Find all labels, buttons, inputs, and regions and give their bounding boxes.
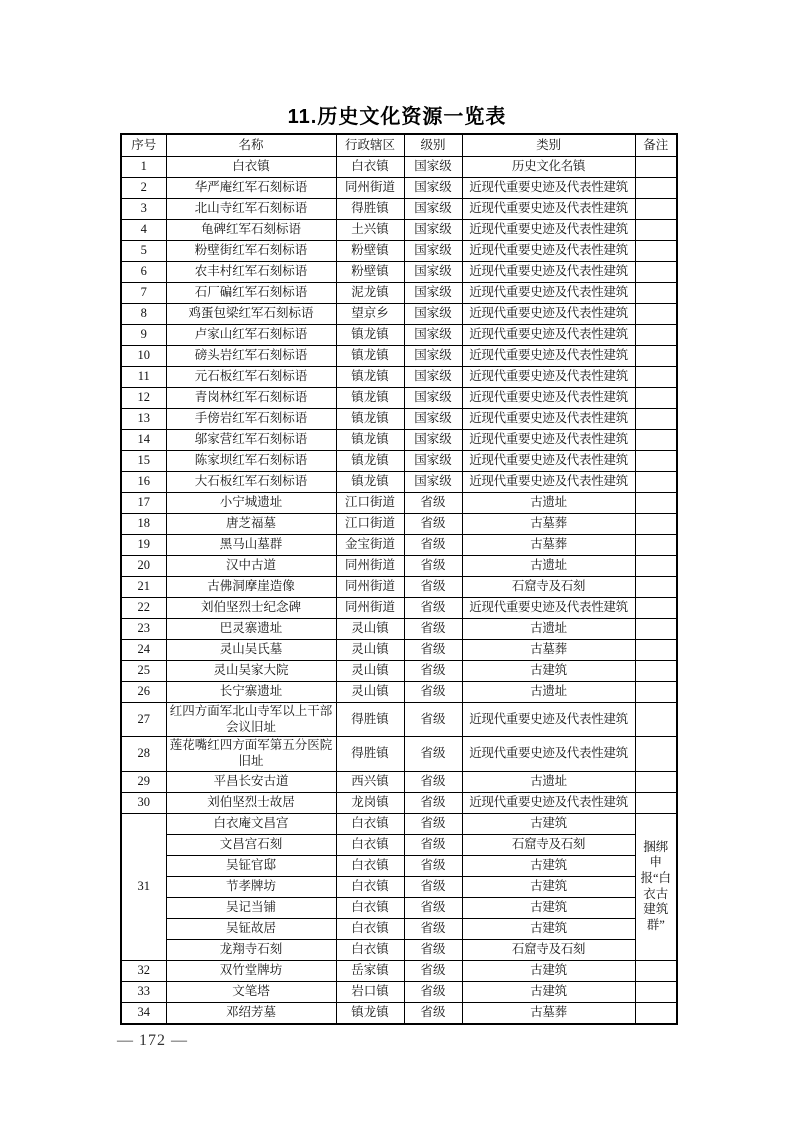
district-cell: 灵山镇 — [336, 682, 404, 703]
category-cell: 近现代重要史迹及代表性建筑 — [462, 703, 635, 737]
remark-cell — [635, 304, 677, 325]
category-cell: 古墓葬 — [462, 640, 635, 661]
district-cell: 灵山镇 — [336, 640, 404, 661]
name-cell: 青岗林红军石刻标语 — [166, 388, 336, 409]
category-cell: 近现代重要史迹及代表性建筑 — [462, 199, 635, 220]
level-cell: 国家级 — [404, 472, 462, 493]
category-cell: 近现代重要史迹及代表性建筑 — [462, 178, 635, 199]
name-cell: 黑马山墓群 — [166, 535, 336, 556]
level-cell: 省级 — [404, 577, 462, 598]
name-cell: 大石板红军石刻标语 — [166, 472, 336, 493]
remark-cell — [635, 262, 677, 283]
table-row — [121, 262, 677, 283]
category-cell: 近现代重要史迹及代表性建筑 — [462, 472, 635, 493]
level-cell: 省级 — [404, 514, 462, 535]
table-row — [121, 409, 677, 430]
level-cell: 省级 — [404, 619, 462, 640]
level-cell: 国家级 — [404, 430, 462, 451]
category-cell: 古遗址 — [462, 619, 635, 640]
category-cell: 近现代重要史迹及代表性建筑 — [462, 451, 635, 472]
category-cell: 古建筑 — [462, 918, 635, 939]
level-cell: 省级 — [404, 535, 462, 556]
district-cell: 粉壁镇 — [336, 241, 404, 262]
district-cell: 粉壁镇 — [336, 262, 404, 283]
remark-cell — [635, 157, 677, 178]
name-cell: 汉中古道 — [166, 556, 336, 577]
category-cell: 近现代重要史迹及代表性建筑 — [462, 325, 635, 346]
remark-cell — [635, 514, 677, 535]
table-row — [121, 661, 677, 682]
district-cell: 江口街道 — [336, 493, 404, 514]
remark-cell — [635, 771, 677, 792]
name-cell: 鸡蛋包梁红军石刻标语 — [166, 304, 336, 325]
name-cell: 刘伯坚烈士故居 — [166, 792, 336, 813]
level-cell: 国家级 — [404, 325, 462, 346]
table-row — [121, 876, 677, 897]
header-cell-no: 序号 — [121, 134, 166, 157]
name-cell: 长宁寨遗址 — [166, 682, 336, 703]
category-cell: 近现代重要史迹及代表性建筑 — [462, 304, 635, 325]
remark-cell — [635, 577, 677, 598]
category-cell: 古建筑 — [462, 897, 635, 918]
district-cell: 得胜镇 — [336, 703, 404, 737]
category-cell: 近现代重要史迹及代表性建筑 — [462, 283, 635, 304]
category-cell: 石窟寺及石刻 — [462, 577, 635, 598]
name-cell: 平昌长安古道 — [166, 771, 336, 792]
category-cell: 古建筑 — [462, 661, 635, 682]
name-cell: 双竹堂牌坊 — [166, 960, 336, 981]
category-cell: 近现代重要史迹及代表性建筑 — [462, 241, 635, 262]
level-cell: 省级 — [404, 897, 462, 918]
row-number-cell: 28 — [121, 737, 166, 771]
level-cell: 国家级 — [404, 157, 462, 178]
category-cell: 古遗址 — [462, 682, 635, 703]
header-cell-category: 类别 — [462, 134, 635, 157]
remark-cell — [635, 737, 677, 771]
name-cell: 吴钲故居 — [166, 918, 336, 939]
row-number-cell: 7 — [121, 283, 166, 304]
table-row — [121, 241, 677, 262]
remark-cell — [635, 346, 677, 367]
table-row — [121, 283, 677, 304]
remark-cell — [635, 981, 677, 1002]
remark-cell — [635, 703, 677, 737]
category-cell: 古墓葬 — [462, 514, 635, 535]
name-cell: 巴灵寨遗址 — [166, 619, 336, 640]
row-number-cell: 1 — [121, 157, 166, 178]
row-number-cell: 18 — [121, 514, 166, 535]
name-cell: 吴记当铺 — [166, 897, 336, 918]
remark-cell — [635, 556, 677, 577]
category-cell: 近现代重要史迹及代表性建筑 — [462, 792, 635, 813]
row-number-cell: 17 — [121, 493, 166, 514]
header-cell-name: 名称 — [166, 134, 336, 157]
name-cell: 节孝牌坊 — [166, 876, 336, 897]
table-row — [121, 682, 677, 703]
level-cell: 省级 — [404, 1002, 462, 1024]
district-cell: 江口街道 — [336, 514, 404, 535]
remark-cell — [635, 640, 677, 661]
district-cell: 土兴镇 — [336, 220, 404, 241]
name-cell: 华严庵红军石刻标语 — [166, 178, 336, 199]
district-cell: 白衣镇 — [336, 939, 404, 960]
district-cell: 白衣镇 — [336, 813, 404, 834]
district-cell: 白衣镇 — [336, 876, 404, 897]
row-number-cell: 20 — [121, 556, 166, 577]
name-cell: 磅头岩红军石刻标语 — [166, 346, 336, 367]
district-cell: 同州街道 — [336, 556, 404, 577]
table-row — [121, 771, 677, 792]
table-row — [121, 472, 677, 493]
remark-cell — [635, 493, 677, 514]
table-row — [121, 304, 677, 325]
name-cell: 红四方面军北山寺军以上干部会议旧址 — [166, 703, 336, 737]
level-cell: 省级 — [404, 960, 462, 981]
level-cell: 省级 — [404, 598, 462, 619]
row-number-cell: 6 — [121, 262, 166, 283]
row-number-cell: 23 — [121, 619, 166, 640]
district-cell: 镇龙镇 — [336, 346, 404, 367]
district-cell: 同州街道 — [336, 598, 404, 619]
category-cell: 古遗址 — [462, 556, 635, 577]
name-cell: 吴钲官邸 — [166, 855, 336, 876]
remark-cell — [635, 178, 677, 199]
resource-table — [120, 133, 678, 1025]
name-cell: 邓绍芳墓 — [166, 1002, 336, 1024]
remark-cell — [635, 220, 677, 241]
district-cell: 得胜镇 — [336, 199, 404, 220]
name-cell: 莲花嘴红四方面军第五分医院旧址 — [166, 737, 336, 771]
name-cell: 文昌宫石刻 — [166, 834, 336, 855]
table-row — [121, 939, 677, 960]
district-cell: 同州街道 — [336, 577, 404, 598]
district-cell: 岩口镇 — [336, 981, 404, 1002]
remark-cell — [635, 199, 677, 220]
remark-cell — [635, 388, 677, 409]
remark-cell — [635, 792, 677, 813]
row-number-cell: 10 — [121, 346, 166, 367]
table-row — [121, 325, 677, 346]
level-cell: 省级 — [404, 703, 462, 737]
category-cell: 近现代重要史迹及代表性建筑 — [462, 388, 635, 409]
category-cell: 古建筑 — [462, 876, 635, 897]
row-number-cell: 4 — [121, 220, 166, 241]
row-number-cell: 31 — [121, 813, 166, 960]
row-number-cell: 24 — [121, 640, 166, 661]
name-cell: 手傍岩红军石刻标语 — [166, 409, 336, 430]
remark-cell — [635, 367, 677, 388]
table-row — [121, 514, 677, 535]
table-row — [121, 834, 677, 855]
level-cell: 省级 — [404, 556, 462, 577]
remark-cell — [635, 598, 677, 619]
level-cell: 国家级 — [404, 262, 462, 283]
district-cell: 白衣镇 — [336, 834, 404, 855]
district-cell: 灵山镇 — [336, 619, 404, 640]
table-row — [121, 367, 677, 388]
name-cell: 灵山吴氏墓 — [166, 640, 336, 661]
category-cell: 石窟寺及石刻 — [462, 939, 635, 960]
level-cell: 省级 — [404, 493, 462, 514]
district-cell: 同州街道 — [336, 178, 404, 199]
level-cell: 省级 — [404, 834, 462, 855]
table-row — [121, 813, 677, 834]
name-cell: 唐芝福墓 — [166, 514, 336, 535]
row-number-cell: 22 — [121, 598, 166, 619]
level-cell: 省级 — [404, 640, 462, 661]
category-cell: 古建筑 — [462, 960, 635, 981]
row-number-cell: 15 — [121, 451, 166, 472]
level-cell: 省级 — [404, 813, 462, 834]
table-row — [121, 792, 677, 813]
district-cell: 得胜镇 — [336, 737, 404, 771]
table-row — [121, 178, 677, 199]
name-cell: 刘伯坚烈士纪念碑 — [166, 598, 336, 619]
remark-cell — [635, 661, 677, 682]
row-number-cell: 27 — [121, 703, 166, 737]
district-cell: 镇龙镇 — [336, 472, 404, 493]
level-cell: 国家级 — [404, 241, 462, 262]
table-row — [121, 451, 677, 472]
row-number-cell: 32 — [121, 960, 166, 981]
name-cell: 白衣庵文昌宫 — [166, 813, 336, 834]
remark-cell — [635, 619, 677, 640]
header-cell-district: 行政辖区 — [336, 134, 404, 157]
remark-cell — [635, 430, 677, 451]
row-number-cell: 2 — [121, 178, 166, 199]
district-cell: 白衣镇 — [336, 918, 404, 939]
page-title: 11.历史文化资源一览表 — [287, 106, 507, 128]
table-row — [121, 346, 677, 367]
table-row — [121, 737, 677, 771]
district-cell: 镇龙镇 — [336, 430, 404, 451]
level-cell: 国家级 — [404, 304, 462, 325]
row-number-cell: 11 — [121, 367, 166, 388]
row-number-cell: 21 — [121, 577, 166, 598]
level-cell: 国家级 — [404, 178, 462, 199]
row-number-cell: 19 — [121, 535, 166, 556]
district-cell: 镇龙镇 — [336, 325, 404, 346]
remark-cell — [635, 325, 677, 346]
row-number-cell: 34 — [121, 1002, 166, 1024]
remark-cell — [635, 241, 677, 262]
table-row — [121, 855, 677, 876]
table-row — [121, 220, 677, 241]
district-cell: 镇龙镇 — [336, 388, 404, 409]
category-cell: 古遗址 — [462, 493, 635, 514]
page-number: — 172 — — [117, 1032, 188, 1049]
table-row — [121, 1002, 677, 1024]
category-cell: 近现代重要史迹及代表性建筑 — [462, 409, 635, 430]
table-row — [121, 897, 677, 918]
name-cell: 北山寺红军石刻标语 — [166, 199, 336, 220]
category-cell: 近现代重要史迹及代表性建筑 — [462, 430, 635, 451]
level-cell: 国家级 — [404, 367, 462, 388]
name-cell: 灵山吴家大院 — [166, 661, 336, 682]
level-cell: 省级 — [404, 682, 462, 703]
level-cell: 省级 — [404, 855, 462, 876]
table-row — [121, 577, 677, 598]
row-number-cell: 5 — [121, 241, 166, 262]
level-cell: 省级 — [404, 918, 462, 939]
district-cell: 镇龙镇 — [336, 409, 404, 430]
category-cell: 近现代重要史迹及代表性建筑 — [462, 737, 635, 771]
district-cell: 白衣镇 — [336, 157, 404, 178]
table-row — [121, 960, 677, 981]
district-cell: 龙岗镇 — [336, 792, 404, 813]
name-cell: 元石板红军石刻标语 — [166, 367, 336, 388]
row-number-cell: 26 — [121, 682, 166, 703]
level-cell: 省级 — [404, 737, 462, 771]
category-cell: 近现代重要史迹及代表性建筑 — [462, 220, 635, 241]
table-row — [121, 199, 677, 220]
row-number-cell: 33 — [121, 981, 166, 1002]
header-cell-level: 级别 — [404, 134, 462, 157]
table-row — [121, 598, 677, 619]
category-cell: 古遗址 — [462, 771, 635, 792]
remark-cell: 捆绑申报“白衣古建筑群” — [635, 813, 677, 960]
district-cell: 岳家镇 — [336, 960, 404, 981]
table-row — [121, 157, 677, 178]
table-header-row — [121, 134, 677, 157]
row-number-cell: 12 — [121, 388, 166, 409]
level-cell: 省级 — [404, 939, 462, 960]
category-cell: 古建筑 — [462, 813, 635, 834]
district-cell: 镇龙镇 — [336, 451, 404, 472]
table-row — [121, 640, 677, 661]
category-cell: 近现代重要史迹及代表性建筑 — [462, 598, 635, 619]
category-cell: 近现代重要史迹及代表性建筑 — [462, 367, 635, 388]
name-cell: 石厂碥红军石刻标语 — [166, 283, 336, 304]
district-cell: 泥龙镇 — [336, 283, 404, 304]
category-cell: 近现代重要史迹及代表性建筑 — [462, 262, 635, 283]
name-cell: 龟碑红军石刻标语 — [166, 220, 336, 241]
table-row — [121, 556, 677, 577]
remark-cell — [635, 283, 677, 304]
category-cell: 石窟寺及石刻 — [462, 834, 635, 855]
table-row — [121, 703, 677, 737]
row-number-cell: 8 — [121, 304, 166, 325]
remark-cell — [635, 960, 677, 981]
name-cell: 文笔塔 — [166, 981, 336, 1002]
level-cell: 国家级 — [404, 388, 462, 409]
row-number-cell: 3 — [121, 199, 166, 220]
level-cell: 国家级 — [404, 283, 462, 304]
row-number-cell: 30 — [121, 792, 166, 813]
row-number-cell: 9 — [121, 325, 166, 346]
row-number-cell: 13 — [121, 409, 166, 430]
district-cell: 灵山镇 — [336, 661, 404, 682]
table-row — [121, 388, 677, 409]
remark-cell — [635, 535, 677, 556]
row-number-cell: 14 — [121, 430, 166, 451]
name-cell: 龙翔寺石刻 — [166, 939, 336, 960]
district-cell: 白衣镇 — [336, 855, 404, 876]
category-cell: 古墓葬 — [462, 535, 635, 556]
header-cell-remark: 备注 — [635, 134, 677, 157]
level-cell: 省级 — [404, 876, 462, 897]
name-cell: 古佛洞摩崖造像 — [166, 577, 336, 598]
name-cell: 粉壁街红军石刻标语 — [166, 241, 336, 262]
level-cell: 国家级 — [404, 220, 462, 241]
remark-cell — [635, 472, 677, 493]
district-cell: 金宝街道 — [336, 535, 404, 556]
resource-table-body — [121, 157, 677, 1024]
name-cell: 白衣镇 — [166, 157, 336, 178]
level-cell: 国家级 — [404, 199, 462, 220]
level-cell: 国家级 — [404, 409, 462, 430]
category-cell: 古建筑 — [462, 855, 635, 876]
district-cell: 西兴镇 — [336, 771, 404, 792]
district-cell: 镇龙镇 — [336, 1002, 404, 1024]
district-cell: 镇龙镇 — [336, 367, 404, 388]
district-cell: 望京乡 — [336, 304, 404, 325]
level-cell: 省级 — [404, 792, 462, 813]
category-cell: 古建筑 — [462, 981, 635, 1002]
name-cell: 邬家营红军石刻标语 — [166, 430, 336, 451]
row-number-cell: 25 — [121, 661, 166, 682]
level-cell: 省级 — [404, 771, 462, 792]
category-cell: 历史文化名镇 — [462, 157, 635, 178]
name-cell: 小宁城遗址 — [166, 493, 336, 514]
remark-cell — [635, 682, 677, 703]
table-row — [121, 918, 677, 939]
name-cell: 农丰村红军石刻标语 — [166, 262, 336, 283]
table-row — [121, 535, 677, 556]
remark-cell — [635, 409, 677, 430]
table-row — [121, 430, 677, 451]
name-cell: 陈家坝红军石刻标语 — [166, 451, 336, 472]
table-row — [121, 619, 677, 640]
table-row — [121, 493, 677, 514]
remark-cell — [635, 1002, 677, 1024]
row-number-cell: 29 — [121, 771, 166, 792]
district-cell: 白衣镇 — [336, 897, 404, 918]
row-number-cell: 16 — [121, 472, 166, 493]
category-cell: 古墓葬 — [462, 1002, 635, 1024]
category-cell: 近现代重要史迹及代表性建筑 — [462, 346, 635, 367]
table-row — [121, 981, 677, 1002]
name-cell: 卢家山红军石刻标语 — [166, 325, 336, 346]
level-cell: 省级 — [404, 661, 462, 682]
level-cell: 国家级 — [404, 346, 462, 367]
level-cell: 省级 — [404, 981, 462, 1002]
remark-cell — [635, 451, 677, 472]
level-cell: 国家级 — [404, 451, 462, 472]
